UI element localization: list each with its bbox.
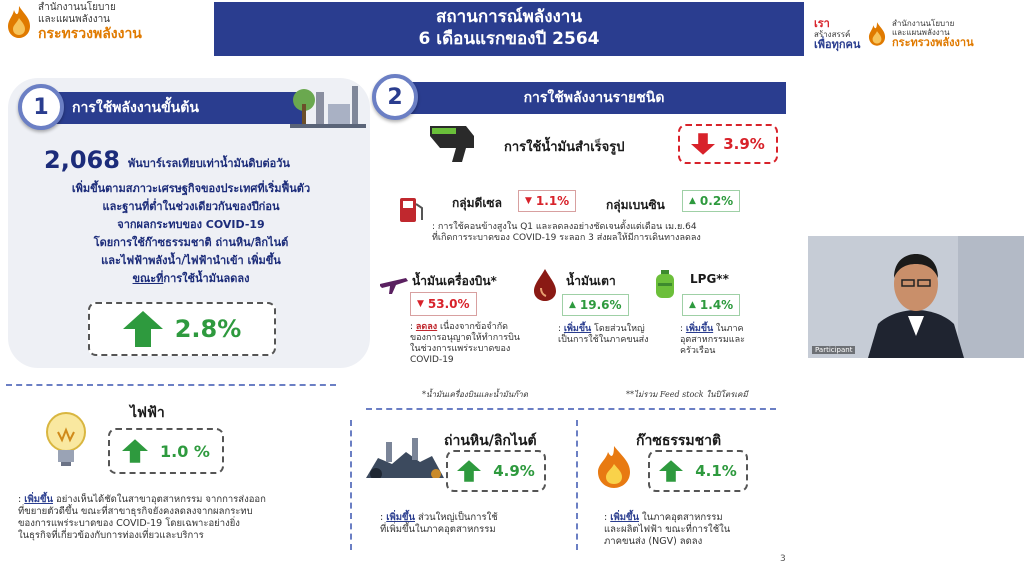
coal-growth-value: 4.9% [493, 462, 535, 480]
electricity-growth-box [108, 428, 224, 474]
note-line: อุตสาหกรรมและ [680, 335, 745, 345]
side-logo-line-2: และแผนพลังงาน [892, 28, 950, 37]
gas-flame-icon [594, 444, 634, 490]
rao-line-2: สร้างสรรค์ [814, 29, 851, 39]
underlined-text: ขณะที่ [132, 272, 164, 285]
green-up-arrow-icon [123, 311, 163, 347]
electricity-title: ไฟฟ้า [130, 405, 165, 421]
fuel-oil-note [558, 324, 668, 346]
participant-name: Participant [812, 346, 855, 354]
fuel-oil-label: น้ำมันเตา [566, 274, 616, 288]
electricity-note [18, 494, 348, 542]
benzine-label: กลุ่มเบนซิน [606, 198, 665, 212]
page-number: 3 [780, 554, 786, 564]
description-line: จากผลกระทบของ COVID-19 [117, 218, 265, 231]
fuel-oil-value: 19.6% [579, 298, 622, 312]
flame-logo-icon [866, 20, 888, 48]
note-line: : เพิ่มขึ้น ในภาค [680, 324, 744, 334]
side-logo-line-1: สำนักงานนโยบาย [892, 19, 955, 28]
refined-oil-box [678, 124, 778, 164]
green-up-arrow-icon [659, 459, 683, 483]
natgas-growth-box [648, 450, 748, 492]
note-line: : เพิ่มขึ้น โดยส่วนใหญ่ [558, 324, 645, 334]
refined-oil-label: การใช้น้ำมันสำเร็จรูป [504, 140, 625, 155]
diesel-note [432, 222, 792, 244]
benzine-badge [682, 190, 740, 212]
natgas-note [604, 512, 794, 548]
note-line: : การใช้คอนข้างสูงใน Q1 และลดลงอย่างชัดเจนตั้งแต่เดือน เม.ย.64 [432, 222, 697, 232]
primary-energy-unit: พันบาร์เรลเทียบเท่าน้ำมันดิบต่อวัน [128, 157, 290, 170]
primary-growth-value: 2.8% [174, 315, 242, 343]
title-line-2: 6 เดือนแรกของปี 2564 [418, 29, 600, 49]
primary-energy-description [22, 180, 360, 288]
note-text: ในภาคอุตสาหกรรม [639, 512, 723, 523]
divider [350, 420, 352, 550]
jet-fuel-badge [410, 292, 477, 316]
note-line: ที่เกิดการระบาดของ COVID-19 ระลอก 3 ส่งผลให้มีการเดินทางลดลง [432, 233, 701, 243]
note-keyword: เพิ่มขึ้น [610, 512, 639, 523]
description-text: การใช้น้ำมันลดลง [163, 272, 250, 285]
footnote-jet: *น้ำมันเครื่องบินและน้ำมันก๊าด [422, 390, 528, 399]
lpg-tank-icon [654, 270, 676, 300]
lpg-value: 1.4% [699, 298, 734, 312]
primary-growth-box [88, 302, 276, 356]
note-text: เนื่องจากข้อจำกัด [437, 322, 509, 332]
primary-energy-value: 2,068 [44, 146, 120, 174]
jet-fuel-value: 53.0% [427, 297, 470, 311]
note-text: ส่วนใหญ่เป็นการใช้ [415, 512, 498, 523]
note-line: ที่เพิ่มขึ้นในภาคอุตสาหกรรม [380, 524, 496, 535]
description-line: เพิ่มขึ้นตามสภาวะเศรษฐกิจของประเทศที่เริ่มฟื้นตัว [71, 182, 311, 195]
section1-number: 1 [18, 84, 64, 130]
note-keyword: เพิ่มขึ้น [386, 512, 415, 523]
coal-title: ถ่านหิน/ลิกไนต์ [444, 433, 537, 449]
side-logo-line-3: กระทรวงพลังงาน [892, 36, 974, 49]
slide-title [214, 2, 804, 56]
green-up-arrow-icon [122, 438, 148, 464]
up-triangle-icon: ▲ [689, 300, 696, 310]
coal-mine-icon [366, 432, 444, 478]
diesel-value: 1.1% [535, 194, 570, 208]
note-text: โดยส่วนใหญ่ [591, 324, 645, 334]
jet-fuel-label: น้ำมันเครื่องบิน* [412, 274, 497, 288]
electricity-growth-value: 1.0 % [160, 441, 210, 461]
light-bulb-icon [40, 410, 92, 468]
section1-title: การใช้พลังงานขั้นต้น [46, 92, 304, 124]
divider [366, 408, 776, 410]
meeting-side-panel [808, 0, 1024, 576]
logo-line-2: และแผนพลังงาน [38, 14, 111, 25]
section2-title: การใช้พลังงานรายชนิด [402, 82, 786, 114]
note-line: ในธุรกิจที่เกี่ยวข้องกับการท่องเที่ยวและบริการ [18, 530, 204, 541]
note-line: : ลดลง เนื่องจากข้อจำกัด [410, 322, 509, 332]
airplane-icon [378, 272, 408, 296]
rao-line-1: เรา [814, 16, 830, 30]
jet-fuel-note [410, 322, 550, 366]
note-line: : เพิ่มขึ้น ส่วนใหญ่เป็นการใช้ [380, 512, 498, 523]
note-line: : เพิ่มขึ้น อย่างเห็นได้ชัดในสาขาอุตสาหกรรม จากการส่งออก [18, 494, 266, 505]
lpg-label: LPG** [690, 272, 729, 286]
diesel-label: กลุ่มดีเซล [452, 196, 502, 210]
description-line [22, 270, 360, 288]
lpg-note [680, 324, 780, 357]
participant-avatar [808, 236, 1024, 358]
down-triangle-icon: ▼ [525, 196, 532, 206]
note-text: ในภาค [713, 324, 744, 334]
eppo-logo [4, 2, 214, 42]
lpg-badge [682, 294, 740, 316]
note-line: ของการแพร่ระบาดของ COVID-19 โดยเฉพาะอย่างยิ่ง [18, 518, 240, 529]
logo-line-1: สำนักงานนโยบาย [38, 2, 116, 13]
red-down-arrow-icon [691, 132, 715, 156]
power-plant-icon [290, 82, 366, 128]
note-line: ในช่วงการแพร่ระบาดของ [410, 344, 511, 354]
fuel-pump-icon [396, 194, 426, 224]
fuel-oil-badge [562, 294, 629, 316]
note-line: ของการอนุญาตให้ทำการบิน [410, 333, 520, 343]
oil-drop-icon [532, 268, 558, 302]
rao-line-3: เพื่อทุกคน [814, 37, 861, 51]
title-line-1: สถานการณ์พลังงาน [436, 7, 582, 27]
note-keyword: ลดลง [415, 322, 438, 332]
note-line: COVID-19 [410, 355, 454, 365]
description-line: และฐานที่ต่ำในช่วงเดียวกันของปีก่อน [102, 200, 280, 213]
note-line: : เพิ่มขึ้น ในภาคอุตสาหกรรม [604, 512, 723, 523]
coal-note [380, 512, 570, 536]
up-triangle-icon: ▲ [689, 196, 696, 206]
description-line: และไฟฟ้าพลังน้ำ/ไฟฟ้านำเข้า เพิ่มขึ้น [101, 254, 281, 267]
note-line: ภาคขนส่ง (NGV) ลดลง [604, 536, 703, 547]
participant-video-tile[interactable] [808, 236, 1024, 358]
rao-logo [814, 18, 862, 51]
note-line: เป็นการใช้ในภาคขนส่ง [558, 335, 649, 345]
note-text: อย่างเห็นได้ชัดในสาขาอุตสาหกรรม จากการส่งออก [53, 494, 266, 505]
green-up-arrow-icon [457, 459, 481, 483]
fuel-nozzle-icon [426, 118, 486, 164]
natgas-title: ก๊าซธรรมชาติ [636, 433, 722, 449]
note-keyword: เพิ่มขึ้น [24, 494, 53, 505]
natgas-growth-value: 4.1% [695, 462, 737, 480]
diesel-badge [518, 190, 576, 212]
section2-number: 2 [372, 74, 418, 120]
divider [576, 420, 578, 550]
logo-line-3: กระทรวงพลังงาน [38, 26, 142, 42]
note-line: และผลิตไฟฟ้า ขณะที่การใช้ใน [604, 524, 731, 535]
up-triangle-icon: ▲ [569, 300, 576, 310]
benzine-value: 0.2% [699, 194, 734, 208]
footnote-lpg: **ไม่รวม Feed stock ในปิโตรเคมี [626, 390, 748, 399]
description-line: โดยการใช้ก๊าซธรรมชาติ ถ่านหิน/ลิกไนต์ [93, 236, 289, 249]
flame-logo-icon [4, 4, 34, 40]
down-triangle-icon: ▼ [417, 299, 424, 309]
note-line: ครัวเรือน [680, 346, 716, 356]
note-line: ที่ขยายตัวดีขึ้น ขณะที่สาขาธุรกิจยังคงลดลงจากผลกระทบ [18, 506, 253, 517]
refined-oil-value: 3.9% [723, 135, 765, 153]
note-keyword: เพิ่มขึ้น [685, 324, 714, 334]
divider [6, 384, 336, 386]
side-logo [814, 16, 1020, 52]
coal-growth-box [446, 450, 546, 492]
note-keyword: เพิ่มขึ้น [563, 324, 592, 334]
